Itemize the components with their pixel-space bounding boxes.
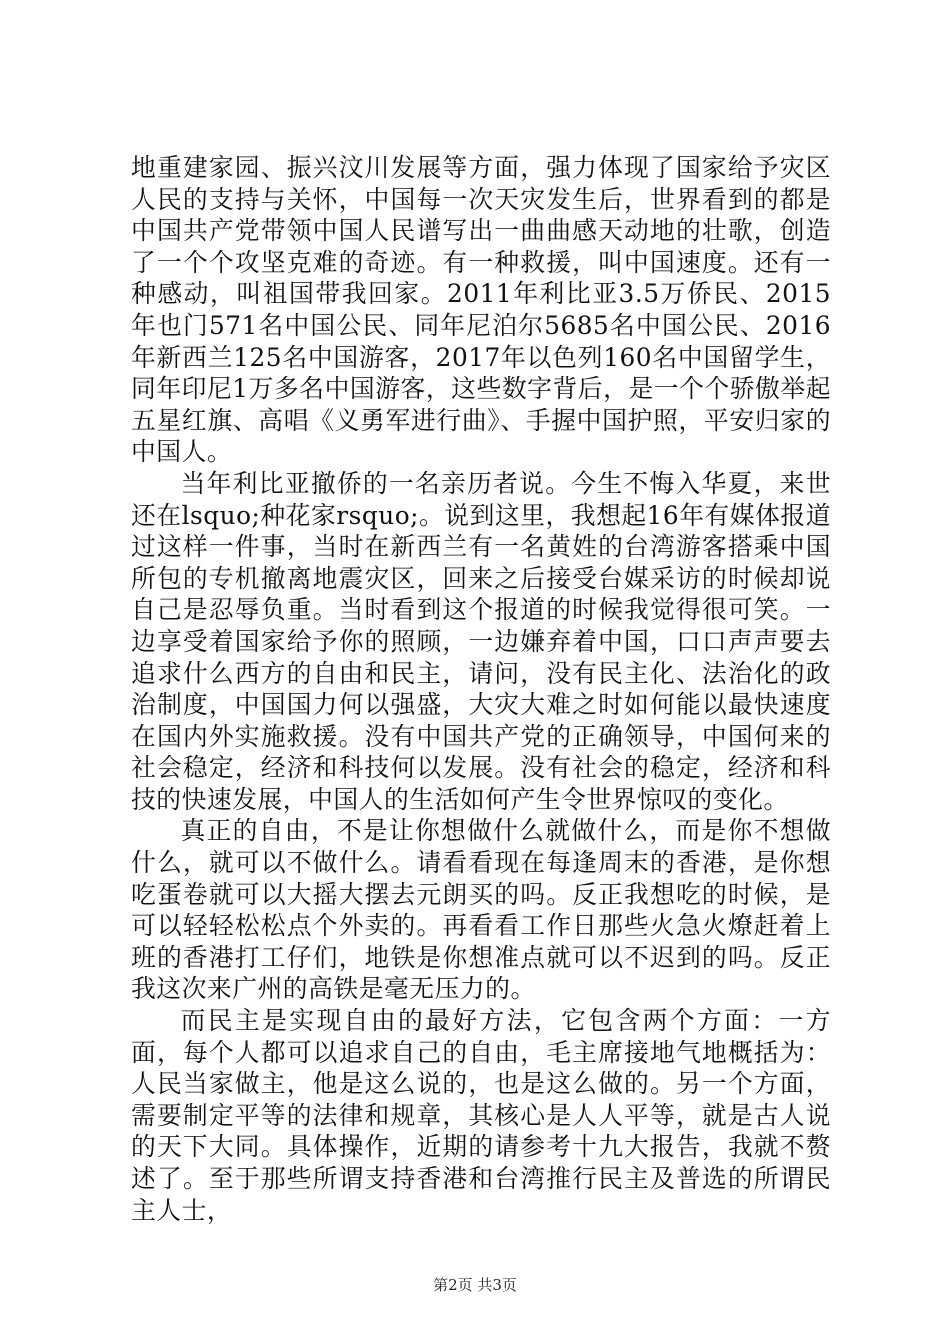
paragraph-3: 真正的自由，不是让你想做什么就做什么，而是你不想做什么，就可以不做什么。请看看现在每逢周末的香港，是你想吃蛋卷就可以大摇大摆去元朗买的吗。反正我想吃的时候，是可以轻轻松松点个外卖的。再看看工作日那些火急火燎赶着上班的香港打工仔们，地铁是你想准点就可以不迟到的吗。反正我这次来广州的高铁是毫无压力的。 — [131, 816, 831, 1004]
paragraph-2: 当年利比亚撤侨的一名亲历者说。今生不悔入华夏，来世还在lsquo;种花家rsquo;。说到这里，我想起16年有媒体报道过这样一件事，当时在新西兰有一名黄姓的台湾游客搭乘中国所包的专机撤离地震灾区，回来之后接受台媒采访的时候却说自己是忍辱负重。当时看到这个报道的时候我觉得很可笑。一边享受着国家给予你的照顾，一边嫌弃着中国，口口声声要去追求什么西方的自由和民主，请问，没有民主化、法治化的政治制度，中国国力何以强盛，大灾大难之时如何能以最快速度在国内外实施救援。没有中国共产党的正确领导，中国何来的社会稳定，经济和科技何以发展。没有社会的稳定，经济和科技的快速发展，中国人的生活如何产生令世界惊叹的变化。 — [131, 468, 831, 814]
document-body — [131, 152, 831, 1226]
page-number-footer: 第2页 共3页 — [433, 1276, 517, 1294]
paragraph-4: 而民主是实现自由的最好方法，它包含两个方面：一方面，每个人都可以追求自己的自由，毛主席接地气地概括为：人民当家做主，他是这么说的，也是这么做的。另一个方面，需要制定平等的法律和规章，其核心是人人平等，就是古人说的天下大同。具体操作，近期的请参考十九大报告，我就不赘述了。至于那些所谓支持香港和台湾推行民主及普选的所谓民主人士， — [131, 1006, 831, 1225]
paragraph-1: 地重建家园、振兴汶川发展等方面，强力体现了国家给予灾区人民的支持与关怀，中国每一次天灾发生后，世界看到的都是中国共产党带领中国人民谱写出一曲曲感天动地的壮歌，创造了一个个攻坚克难的奇迹。有一种救援，叫中国速度。还有一种感动，叫祖国带我回家。2011年利比亚3.5万侨民、2015年也门571名中国公民、同年尼泊尔5685名中国公民、2016年新西兰125名中国游客，2017年以色列160名中国留学生，同年印尼1万多名中国游客，这些数字背后，是一个个骄傲举起五星红旗、高唱《义勇军进行曲》、手握中国护照，平安归家的中国人。 — [131, 153, 831, 467]
